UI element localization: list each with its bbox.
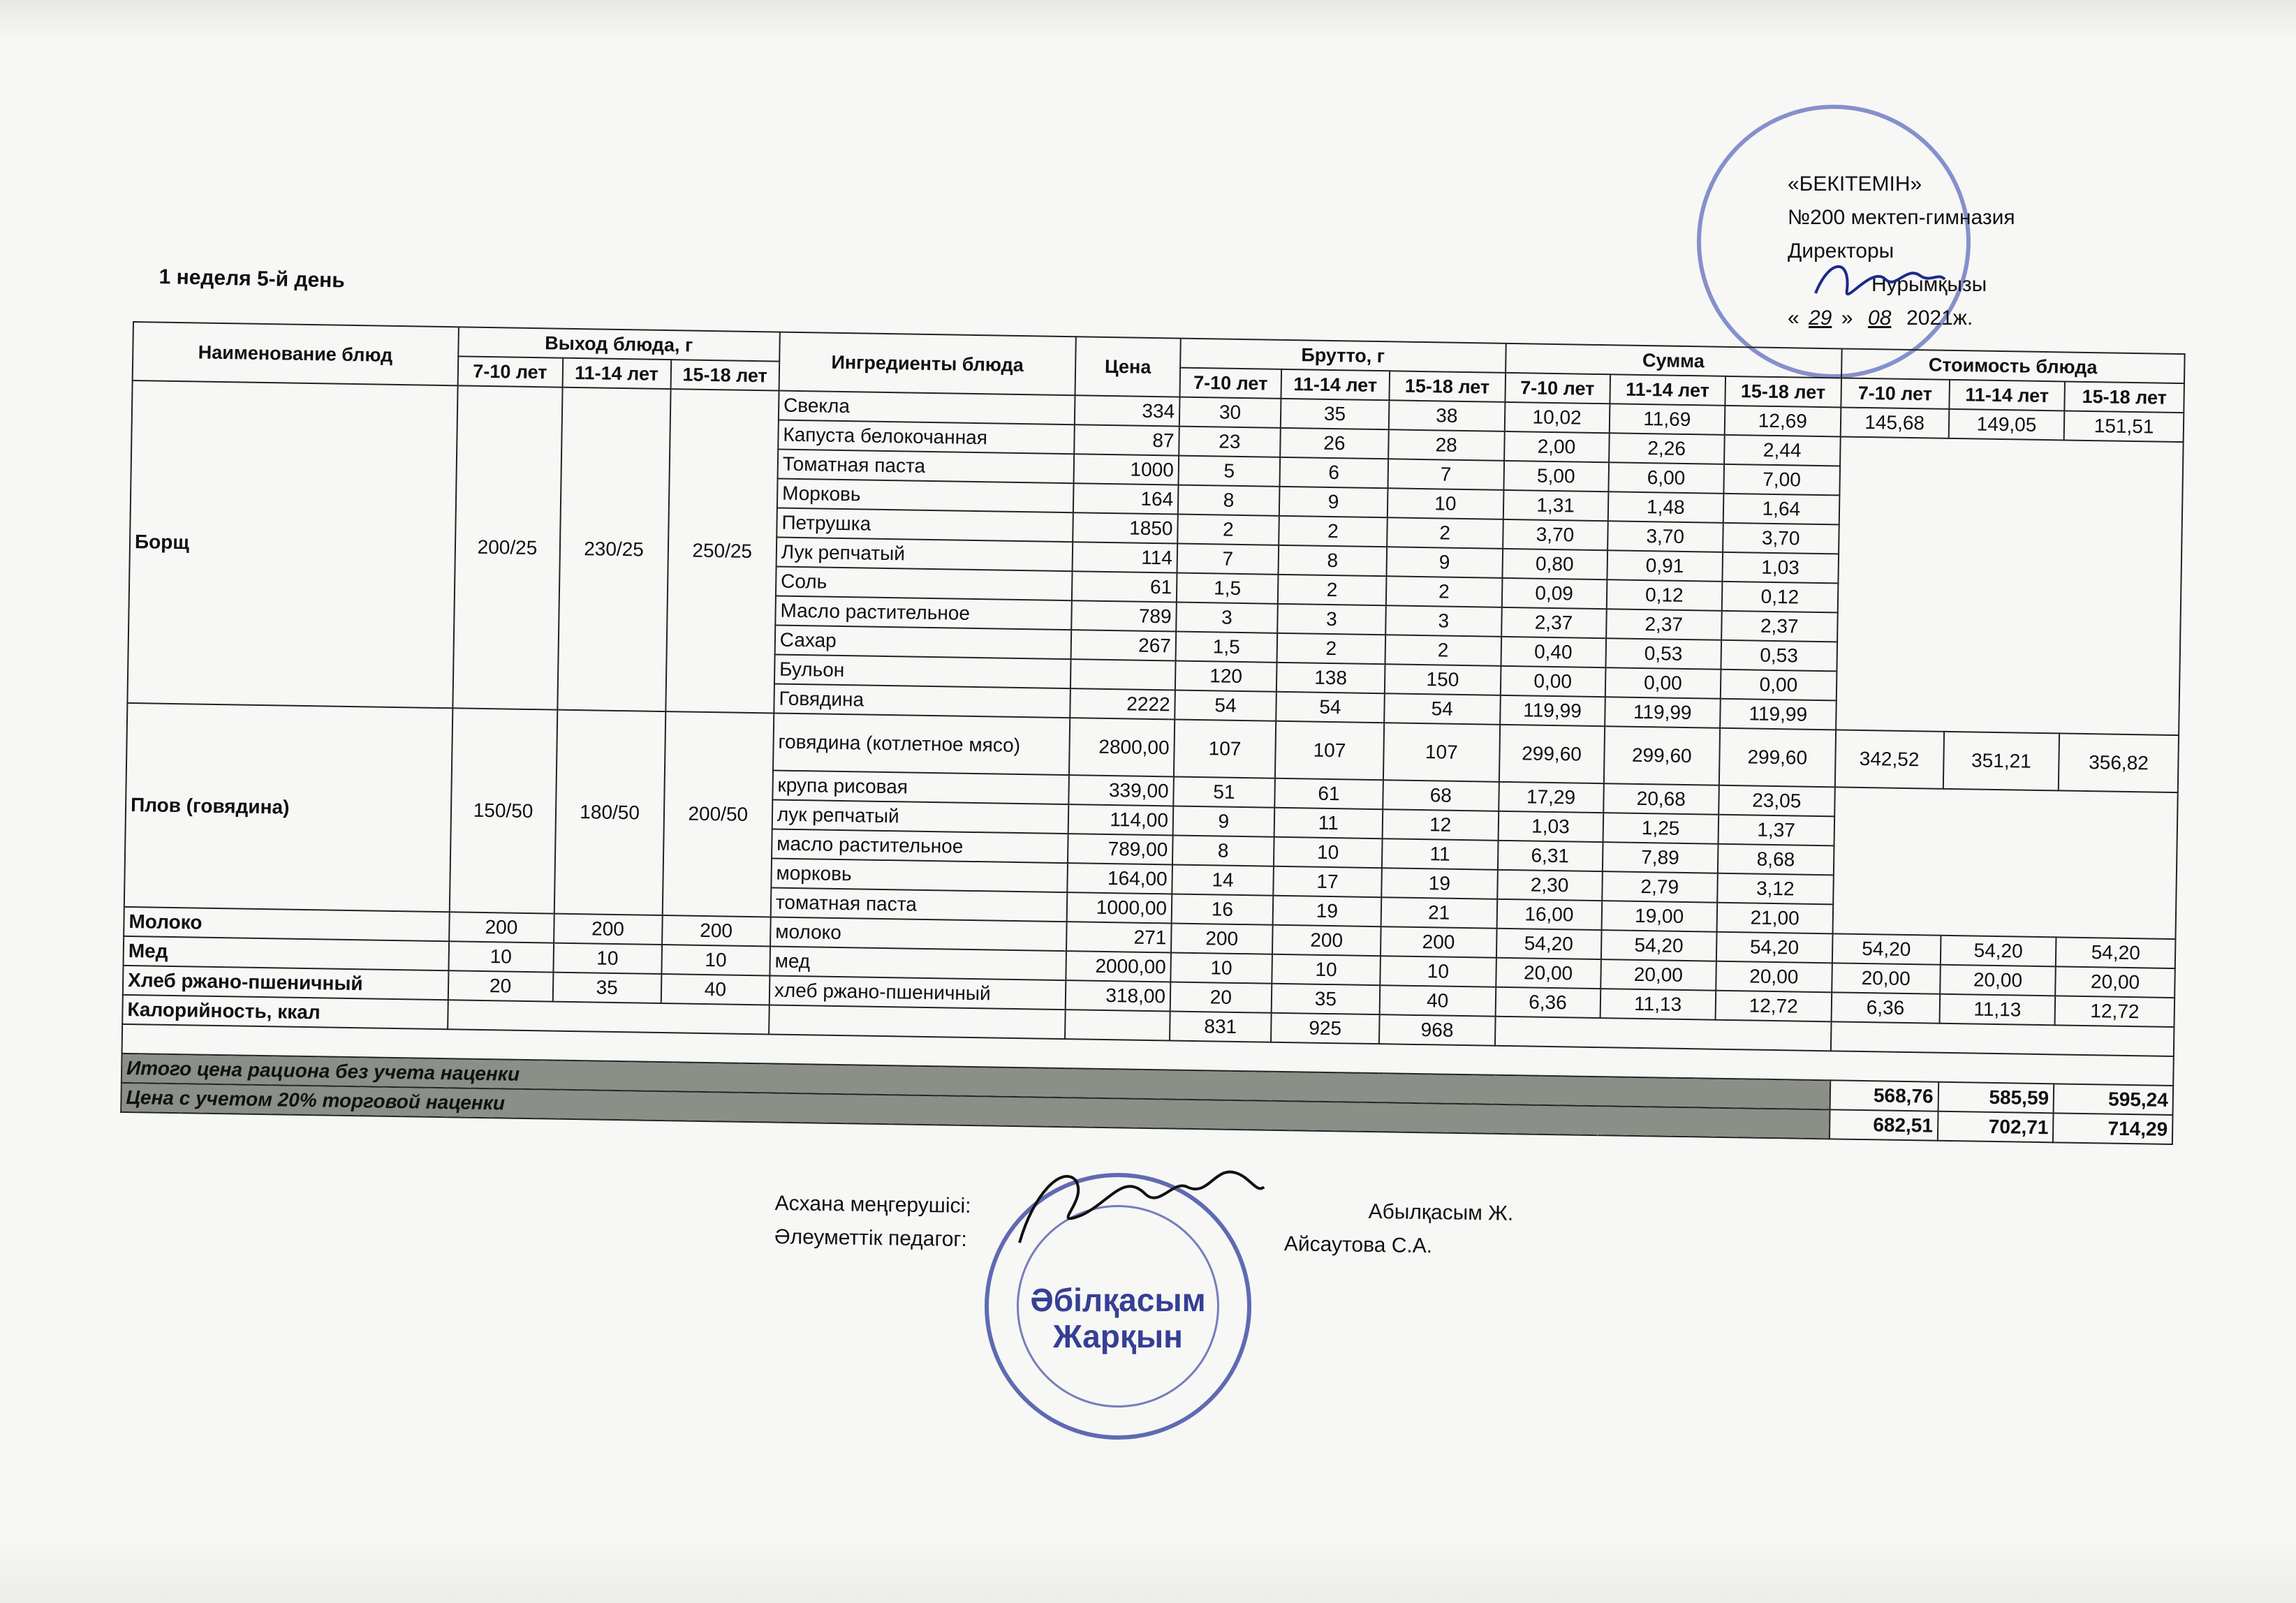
ingredient-gross: 2 bbox=[1387, 517, 1503, 549]
ingredient-sum: 2,37 bbox=[1501, 607, 1607, 638]
ingredient-price: 318,00 bbox=[1066, 980, 1171, 1011]
ingredient-price: 789,00 bbox=[1068, 834, 1173, 864]
date-day: 29 bbox=[1809, 306, 1832, 330]
ingredient-sum: 6,00 bbox=[1608, 462, 1724, 494]
ingredient-sum: 119,99 bbox=[1605, 697, 1721, 728]
ingredient-gross: 7 bbox=[1388, 459, 1503, 490]
signature-role: Асхана меңгерушісі: bbox=[774, 1191, 971, 1218]
ingredient-sum: 1,03 bbox=[1498, 811, 1603, 842]
total-value: 585,59 bbox=[1938, 1082, 2054, 1114]
ingredient-gross: 19 bbox=[1272, 896, 1381, 926]
dish-yield: 20 bbox=[448, 970, 553, 1001]
dish-yield: 200/50 bbox=[662, 711, 774, 917]
ingredient-gross: 1,5 bbox=[1177, 573, 1278, 604]
dish-cost: 342,52 bbox=[1834, 730, 1943, 788]
ingredient-gross: 8 bbox=[1278, 545, 1387, 576]
dish-yield: 230/25 bbox=[557, 387, 670, 711]
ingredient-sum: 0,40 bbox=[1501, 637, 1606, 667]
dish-yield: 10 bbox=[661, 945, 770, 975]
ingredient-price: 334 bbox=[1075, 395, 1180, 426]
ingredient-price: 789 bbox=[1071, 600, 1177, 631]
ingredient-sum: 20,00 bbox=[1716, 961, 1832, 993]
dish-yield: 200 bbox=[449, 912, 554, 943]
dish-name: Хлеб ржано-пшеничный bbox=[123, 966, 448, 1000]
ingredient-price: 114,00 bbox=[1068, 804, 1174, 835]
ingredient-sum: 3,70 bbox=[1503, 519, 1608, 550]
menu-table-wrap bbox=[120, 321, 2185, 1145]
ingredient-sum: 299,60 bbox=[1719, 728, 1836, 788]
ingredient-sum: 5,00 bbox=[1503, 461, 1609, 492]
ingredient-gross: 9 bbox=[1279, 487, 1388, 517]
ingredient-sum: 54,20 bbox=[1496, 929, 1601, 959]
ingredient-sum: 2,26 bbox=[1609, 433, 1725, 464]
stamp-text bbox=[989, 1282, 1247, 1354]
ingredient-gross: 68 bbox=[1383, 780, 1499, 811]
total-markup-label: Цена с учетом 20% торговой наценки bbox=[121, 1083, 1830, 1139]
ingredient-gross: 54 bbox=[1384, 693, 1500, 725]
ingredient-sum: 0,12 bbox=[1722, 582, 1838, 613]
dish-cost: 12,72 bbox=[2055, 996, 2174, 1027]
week-day-title: 1 неделя 5-й день bbox=[159, 265, 346, 293]
ingredient-sum: 3,70 bbox=[1607, 521, 1723, 552]
ingredient-sum: 7,00 bbox=[1723, 464, 1839, 496]
signature-role: Әлеуметтік педагог: bbox=[774, 1225, 967, 1251]
ingredient-sum: 17,29 bbox=[1499, 782, 1604, 813]
calories-label: Калорийность, ккал bbox=[122, 995, 448, 1029]
ingredient-gross: 2 bbox=[1385, 635, 1501, 666]
ingredient-sum: 12,72 bbox=[1716, 991, 1832, 1022]
header-age: 15-18 лет bbox=[1725, 376, 1841, 408]
ingredient-price: 164,00 bbox=[1067, 863, 1172, 894]
ingredient-gross: 107 bbox=[1275, 721, 1384, 780]
ingredient-gross: 2 bbox=[1278, 575, 1387, 605]
ingredient-gross: 17 bbox=[1273, 866, 1382, 897]
date-prefix: « bbox=[1788, 306, 1800, 330]
ingredient-name: томатная паста bbox=[771, 887, 1068, 922]
ingredient-sum: 0,80 bbox=[1502, 549, 1607, 579]
ingredient-gross: 14 bbox=[1172, 864, 1273, 895]
header-age: 7-10 лет bbox=[1841, 378, 1950, 408]
approval-role: Директоры bbox=[1788, 239, 1894, 263]
dish-cost: 149,05 bbox=[1948, 409, 2064, 441]
ingredient-gross: 10 bbox=[1380, 956, 1496, 987]
ingredient-price: 2800,00 bbox=[1069, 718, 1175, 776]
ingredient-sum: 0,09 bbox=[1501, 578, 1607, 609]
ingredient-name: хлеб ржано-пшеничный bbox=[770, 975, 1066, 1010]
date-year: 2021ж. bbox=[1906, 306, 1973, 330]
date-mid: » bbox=[1841, 306, 1853, 330]
ingredient-sum: 1,64 bbox=[1723, 494, 1839, 525]
header-age: 15-18 лет bbox=[1389, 371, 1505, 402]
dish-yield: 200 bbox=[662, 915, 771, 946]
approval-school: №200 мектеп-гимназия bbox=[1788, 206, 2015, 229]
ingredient-sum: 20,00 bbox=[1496, 958, 1601, 989]
ingredient-name: масло растительное bbox=[772, 829, 1068, 863]
ingredient-price: 271 bbox=[1066, 922, 1172, 952]
ingredient-gross: 40 bbox=[1380, 985, 1496, 1017]
ingredient-gross: 26 bbox=[1280, 428, 1389, 459]
ingredient-gross: 1,5 bbox=[1176, 632, 1277, 663]
ingredient-gross: 200 bbox=[1381, 926, 1496, 958]
dish-cost: 145,68 bbox=[1840, 407, 1949, 438]
ingredient-gross: 21 bbox=[1381, 897, 1497, 929]
ingredient-gross: 28 bbox=[1388, 429, 1504, 461]
ingredient-gross: 150 bbox=[1385, 664, 1501, 695]
ingredient-gross: 35 bbox=[1271, 984, 1380, 1014]
ingredient-price bbox=[1070, 659, 1176, 690]
dish-yield: 180/50 bbox=[554, 710, 665, 915]
ingredient-sum: 119,99 bbox=[1720, 699, 1836, 730]
dish-name: Борщ bbox=[127, 381, 457, 708]
ingredient-gross: 10 bbox=[1388, 488, 1503, 519]
ingredient-price: 2000,00 bbox=[1066, 951, 1171, 982]
ingredient-name: Масло растительное bbox=[775, 596, 1072, 630]
ingredient-gross: 20 bbox=[1170, 982, 1272, 1012]
ingredient-sum: 2,00 bbox=[1504, 431, 1610, 462]
ingredient-gross: 8 bbox=[1172, 835, 1274, 866]
ingredient-gross: 54 bbox=[1175, 690, 1276, 721]
ingredient-gross: 61 bbox=[1274, 778, 1383, 809]
signature-name: Айсаутова С.А. bbox=[1283, 1232, 1433, 1258]
ingredient-gross: 6 bbox=[1279, 457, 1388, 488]
header-age: 7-10 лет bbox=[457, 356, 563, 387]
ingredient-sum: 0,12 bbox=[1606, 579, 1722, 611]
ingredient-sum: 6,31 bbox=[1497, 841, 1603, 871]
empty-cost-cell bbox=[1836, 436, 2184, 735]
ingredient-gross: 23 bbox=[1179, 427, 1280, 457]
ingredient-sum: 1,03 bbox=[1722, 552, 1838, 584]
menu-table-body bbox=[123, 381, 2184, 1027]
ingredient-gross: 120 bbox=[1175, 661, 1276, 692]
dish-name: Плов (говядина) bbox=[124, 703, 452, 912]
ingredient-gross: 200 bbox=[1171, 923, 1272, 954]
ingredient-sum: 119,99 bbox=[1500, 695, 1605, 726]
ingredient-gross: 10 bbox=[1170, 952, 1272, 983]
dish-yield: 35 bbox=[552, 973, 661, 1003]
header-age: 11-14 лет bbox=[1281, 369, 1390, 400]
ingredient-sum: 20,68 bbox=[1603, 783, 1719, 815]
ingredient-gross: 19 bbox=[1381, 868, 1497, 899]
ingredient-gross: 138 bbox=[1276, 663, 1385, 693]
ingredient-gross: 107 bbox=[1383, 723, 1500, 782]
header-age: 11-14 лет bbox=[562, 358, 671, 389]
ingredient-name: Лук репчатый bbox=[776, 538, 1073, 572]
ingredient-gross: 3 bbox=[1176, 603, 1277, 633]
ingredient-gross: 38 bbox=[1389, 400, 1505, 431]
dish-yield: 10 bbox=[553, 943, 662, 974]
total-markup-value: 714,29 bbox=[2053, 1113, 2172, 1144]
dish-cost: 351,21 bbox=[1943, 732, 2060, 791]
ingredient-sum: 1,25 bbox=[1603, 813, 1719, 844]
ingredient-gross: 30 bbox=[1179, 397, 1281, 428]
ingredient-sum: 23,05 bbox=[1719, 785, 1834, 817]
ingredient-sum: 20,00 bbox=[1600, 959, 1716, 991]
ingredient-name: Петрушка bbox=[777, 508, 1073, 542]
ingredient-gross: 2 bbox=[1177, 515, 1279, 545]
ingredient-gross: 10 bbox=[1274, 837, 1383, 868]
calories-value: 925 bbox=[1271, 1013, 1380, 1044]
header-dish-name: Наименование блюд bbox=[133, 322, 459, 385]
ingredient-name: Говядина bbox=[774, 684, 1070, 718]
ingredient-name: Соль bbox=[776, 567, 1073, 601]
dish-cost: 151,51 bbox=[2064, 411, 2184, 442]
ingredient-sum: 54,20 bbox=[1716, 932, 1832, 963]
ingredient-name: Томатная паста bbox=[777, 450, 1074, 484]
total-markup-value: 702,71 bbox=[1938, 1111, 2054, 1143]
menu-table bbox=[120, 321, 2185, 1145]
approval-title: «БЕКІТЕМІН» bbox=[1788, 172, 1922, 195]
ingredient-sum: 16,00 bbox=[1496, 899, 1602, 930]
ingredient-sum: 299,60 bbox=[1499, 725, 1604, 783]
header-age: 7-10 лет bbox=[1179, 368, 1281, 399]
ingredient-gross: 3 bbox=[1277, 604, 1386, 635]
dish-cost: 54,20 bbox=[2056, 937, 2175, 968]
dish-cost: 20,00 bbox=[1832, 963, 1941, 993]
ingredient-sum: 2,44 bbox=[1724, 435, 1840, 466]
ingredient-name: крупа рисовая bbox=[772, 770, 1069, 804]
ingredient-gross: 5 bbox=[1179, 456, 1280, 487]
header-cost: Стоимость блюда bbox=[1841, 348, 2185, 383]
empty-cost-cell bbox=[1832, 787, 2178, 939]
header-age: 15-18 лет bbox=[2065, 381, 2184, 413]
ingredient-name: Морковь bbox=[777, 479, 1074, 513]
ingredient-name: молоко bbox=[770, 917, 1067, 951]
dish-yield: 250/25 bbox=[665, 389, 779, 713]
ingredient-sum: 11,13 bbox=[1600, 989, 1716, 1020]
ingredient-sum: 3,12 bbox=[1717, 873, 1833, 905]
ingredient-name: мед bbox=[770, 946, 1066, 980]
ingredient-gross: 7 bbox=[1177, 544, 1279, 575]
ingredient-gross: 10 bbox=[1272, 954, 1381, 985]
ingredient-sum: 2,37 bbox=[1721, 611, 1837, 642]
ingredient-price: 1000,00 bbox=[1067, 892, 1172, 923]
total-label: Итого цена рациона без учета наценки bbox=[122, 1054, 1830, 1109]
header-yield: Выход блюда, г bbox=[458, 327, 780, 361]
ingredient-sum: 54,20 bbox=[1600, 930, 1716, 961]
ingredient-sum: 2,37 bbox=[1606, 609, 1722, 640]
ingredient-sum: 12,69 bbox=[1725, 406, 1841, 437]
total-value: 595,24 bbox=[2054, 1084, 2173, 1115]
ingredient-price: 339,00 bbox=[1068, 775, 1174, 806]
ingredient-sum: 19,00 bbox=[1601, 901, 1717, 932]
total-value: 568,76 bbox=[1830, 1080, 1938, 1111]
ingredient-sum: 3,70 bbox=[1723, 523, 1839, 554]
ingredient-gross: 2 bbox=[1279, 516, 1388, 547]
ingredient-sum: 2,79 bbox=[1602, 871, 1718, 903]
ingredient-name: лук репчатый bbox=[772, 799, 1069, 834]
ingredient-sum: 1,37 bbox=[1719, 815, 1834, 846]
header-age: 11-14 лет bbox=[1610, 374, 1725, 406]
dish-yield: 200 bbox=[554, 914, 663, 945]
manager-signature bbox=[1006, 1152, 1271, 1257]
calories-value: 831 bbox=[1170, 1011, 1271, 1042]
signature-name: Абылқасым Ж. bbox=[1368, 1199, 1514, 1225]
ingredient-sum: 1,48 bbox=[1607, 492, 1723, 523]
ingredient-gross: 9 bbox=[1173, 806, 1274, 836]
ingredient-gross: 8 bbox=[1178, 485, 1279, 516]
header-gross: Брутто, г bbox=[1180, 339, 1506, 373]
ingredient-sum: 8,68 bbox=[1718, 844, 1834, 876]
ingredient-gross: 16 bbox=[1172, 894, 1273, 924]
date-month: 08 bbox=[1868, 306, 1892, 330]
dish-cost: 54,20 bbox=[1832, 933, 1941, 964]
ingredient-sum: 6,36 bbox=[1495, 987, 1600, 1018]
ingredient-gross: 2 bbox=[1276, 633, 1385, 664]
ingredient-price: 87 bbox=[1074, 424, 1179, 455]
ingredient-gross: 11 bbox=[1382, 839, 1498, 870]
dish-cost: 54,20 bbox=[1941, 936, 2056, 967]
ingredient-sum: 7,89 bbox=[1602, 842, 1718, 873]
header-ingredients: Ингредиенты блюда bbox=[779, 332, 1075, 396]
ingredient-gross: 200 bbox=[1272, 925, 1381, 956]
ingredient-gross: 54 bbox=[1276, 692, 1385, 723]
director-signature bbox=[1809, 251, 1948, 314]
dish-cost: 11,13 bbox=[1939, 994, 2055, 1026]
header-sum: Сумма bbox=[1506, 344, 1842, 378]
ingredient-price: 114 bbox=[1073, 542, 1178, 572]
ingredient-gross: 2 bbox=[1386, 576, 1502, 607]
ingredient-sum: 2,30 bbox=[1497, 870, 1603, 901]
header-age: 11-14 лет bbox=[1949, 380, 2065, 411]
total-markup-value: 682,51 bbox=[1829, 1109, 1938, 1140]
ingredient-gross: 35 bbox=[1281, 399, 1390, 429]
ingredient-price: 2222 bbox=[1070, 688, 1175, 719]
dish-cost: 6,36 bbox=[1831, 992, 1940, 1023]
dish-name: Мед bbox=[124, 936, 449, 970]
dish-yield: 40 bbox=[661, 974, 770, 1005]
ingredient-sum: 1,31 bbox=[1503, 490, 1608, 521]
ingredient-sum: 11,69 bbox=[1609, 404, 1725, 435]
ingredient-price: 1850 bbox=[1073, 512, 1178, 543]
ingredient-sum: 0,91 bbox=[1607, 550, 1723, 582]
ingredient-name: Капуста белокочанная bbox=[778, 420, 1075, 455]
stamp-line-2: Жарқын bbox=[1053, 1318, 1183, 1354]
ingredient-price: 164 bbox=[1073, 483, 1179, 514]
dish-name: Молоко bbox=[124, 907, 449, 941]
ingredient-price: 267 bbox=[1071, 630, 1177, 660]
ingredient-name: морковь bbox=[771, 858, 1068, 892]
ingredient-sum: 0,53 bbox=[1721, 640, 1837, 672]
header-price: Цена bbox=[1075, 337, 1181, 397]
ingredient-gross: 9 bbox=[1387, 547, 1503, 578]
dish-cost: 20,00 bbox=[1940, 965, 2056, 996]
ingredient-sum: 0,00 bbox=[1721, 670, 1837, 701]
ingredient-name: говядина (котлетное мясо) bbox=[773, 713, 1070, 775]
stamp-line-1: Әбілқасым bbox=[1030, 1282, 1206, 1318]
dish-yield: 200/25 bbox=[452, 385, 562, 709]
ingredient-sum: 0,00 bbox=[1500, 666, 1605, 697]
ingredient-sum: 0,53 bbox=[1605, 638, 1721, 670]
dish-cost: 356,82 bbox=[2059, 733, 2179, 792]
dish-yield: 10 bbox=[448, 941, 554, 972]
ingredient-gross: 11 bbox=[1274, 808, 1383, 839]
calories-value: 968 bbox=[1379, 1014, 1495, 1046]
ingredient-name: Бульон bbox=[774, 655, 1071, 689]
ingredient-sum: 299,60 bbox=[1603, 726, 1720, 785]
dish-yield: 150/50 bbox=[449, 708, 557, 913]
ingredient-price: 1000 bbox=[1074, 454, 1179, 485]
ingredient-sum: 0,00 bbox=[1605, 667, 1721, 699]
ingredient-name: Свекла bbox=[779, 391, 1075, 425]
ingredient-name: Сахар bbox=[774, 626, 1071, 660]
ingredient-sum: 21,00 bbox=[1717, 903, 1833, 934]
ingredient-sum: 10,02 bbox=[1504, 402, 1610, 433]
header-age: 7-10 лет bbox=[1505, 373, 1610, 404]
ingredient-gross: 12 bbox=[1383, 809, 1499, 841]
header-age: 15-18 лет bbox=[670, 360, 779, 390]
approval-name: Нурымқызы bbox=[1871, 273, 1987, 296]
ingredient-gross: 3 bbox=[1385, 605, 1501, 637]
ingredient-gross: 51 bbox=[1173, 776, 1274, 807]
dish-cost: 20,00 bbox=[2055, 966, 2174, 998]
ingredient-price: 61 bbox=[1072, 571, 1177, 602]
ingredient-gross: 107 bbox=[1174, 720, 1276, 778]
